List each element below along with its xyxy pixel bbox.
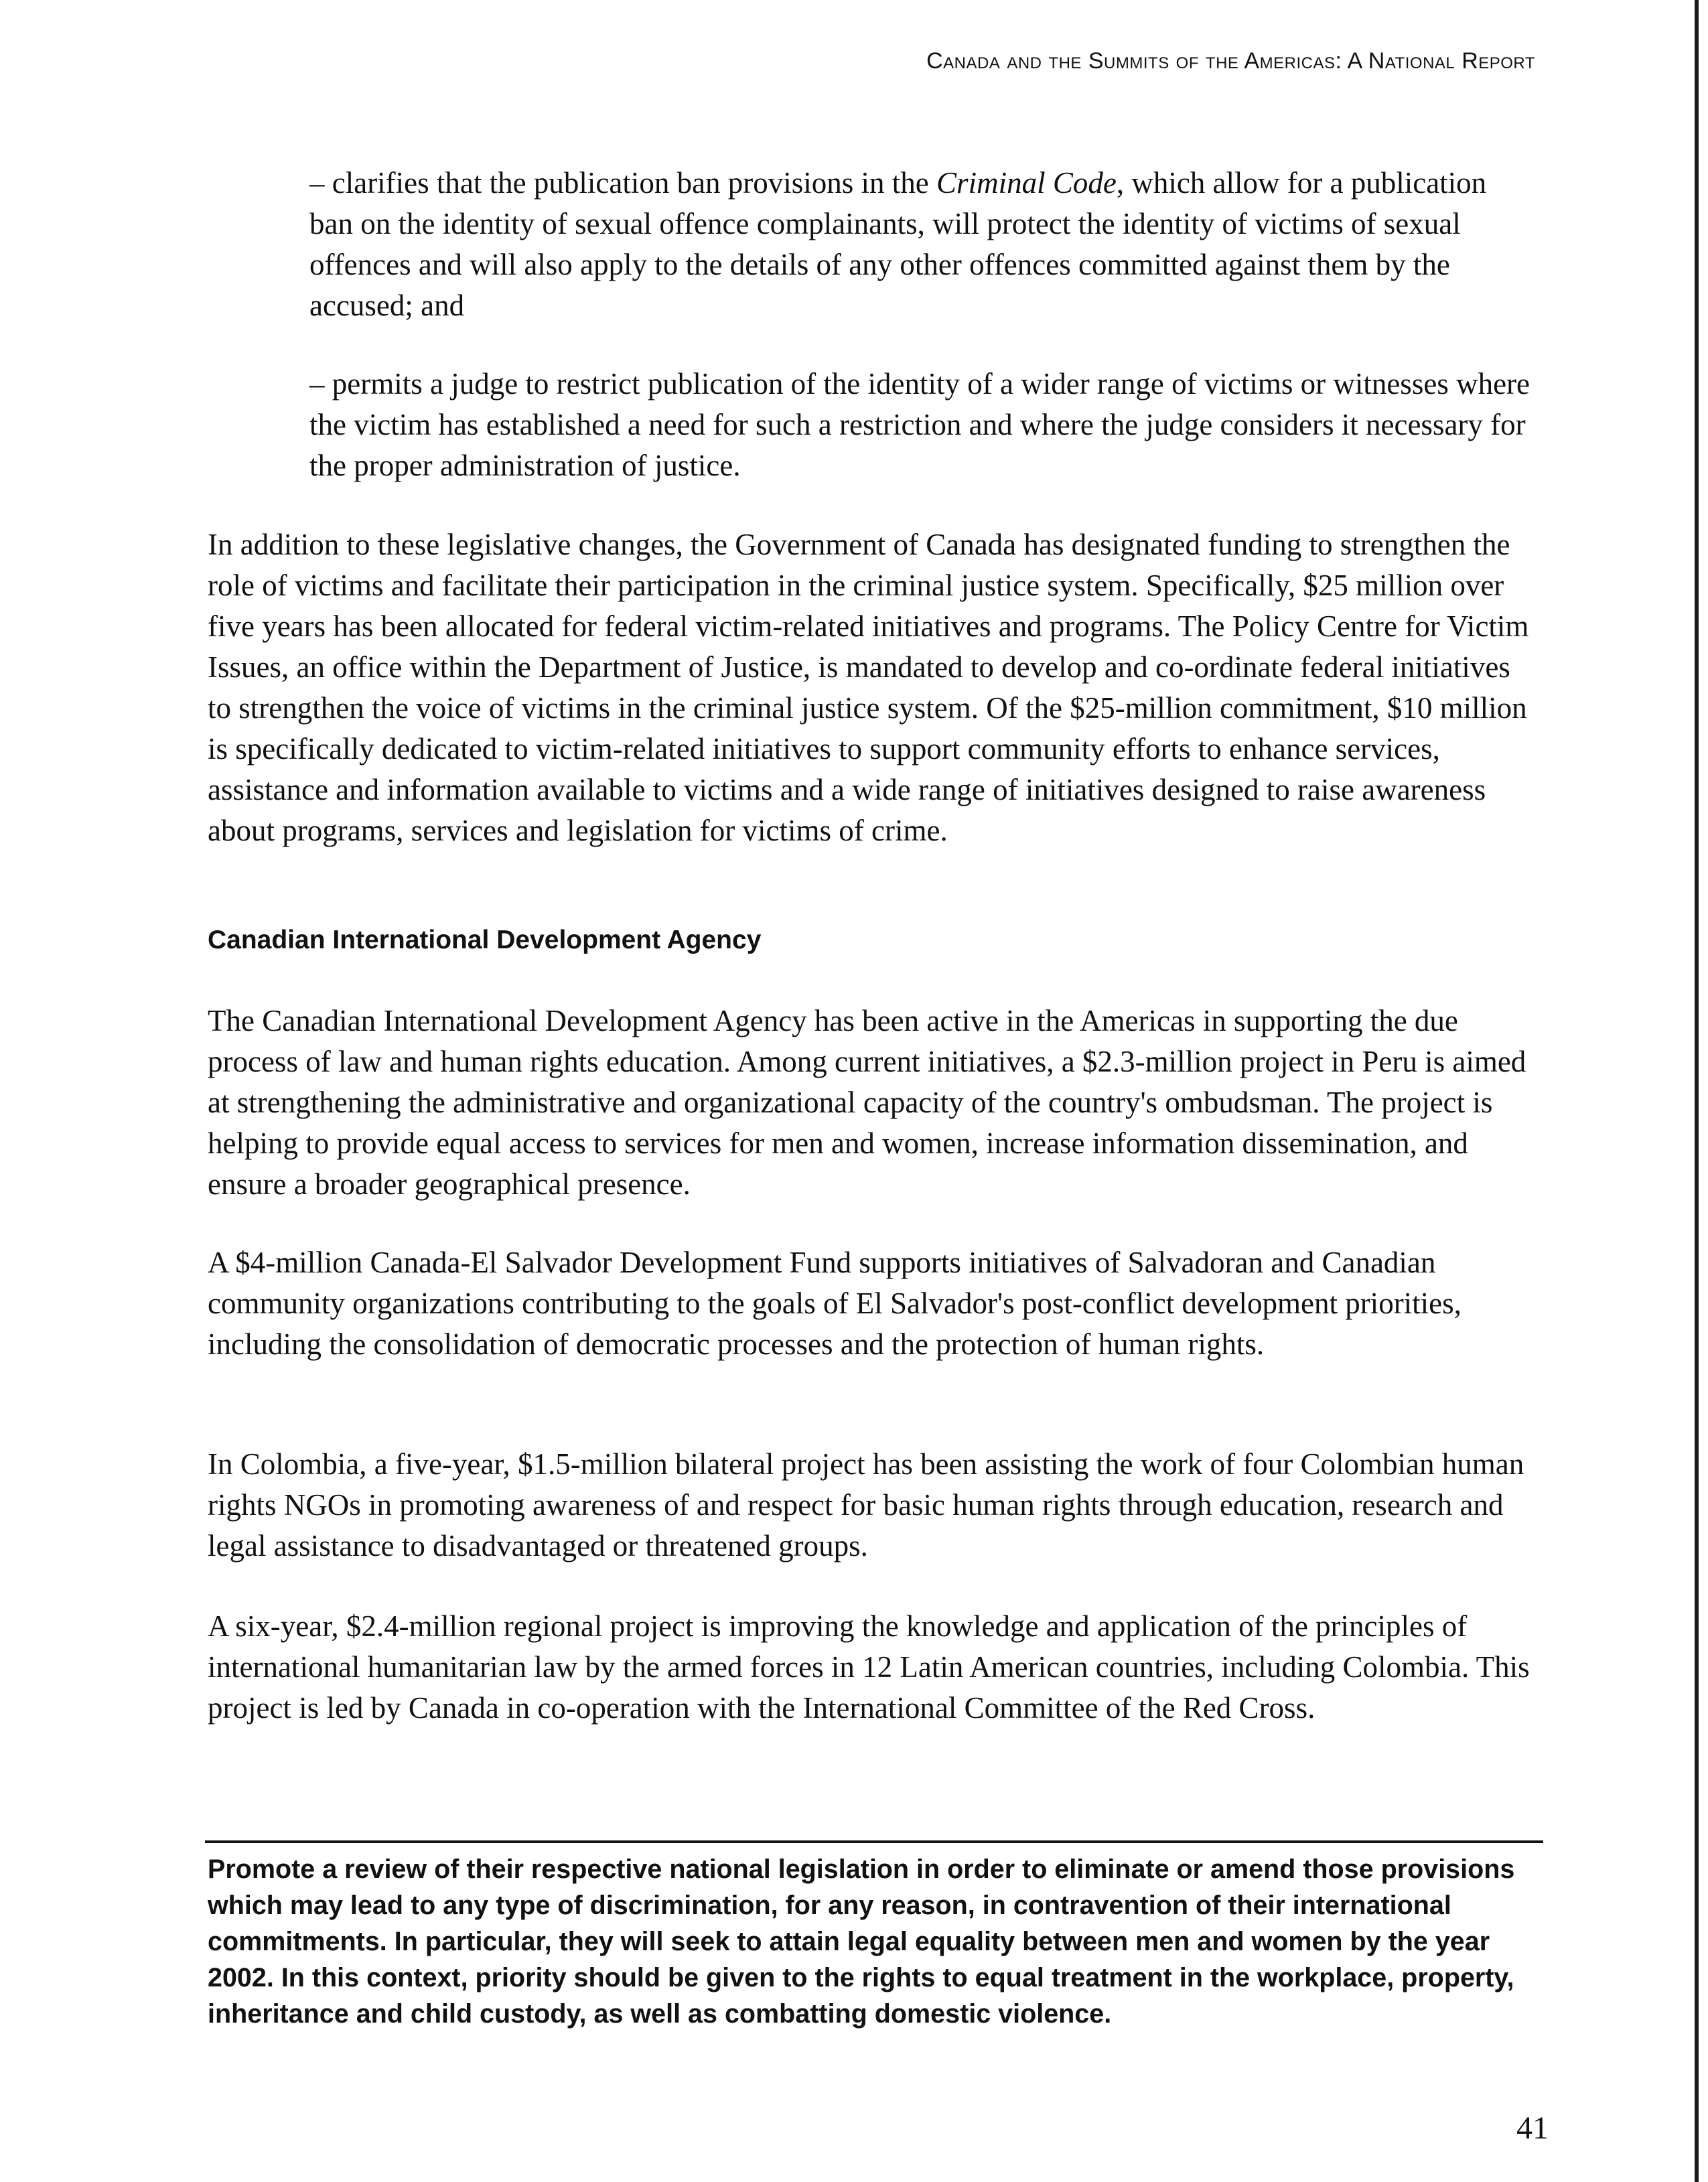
running-header: Canada and the Summits of the Americas: A National Report xyxy=(926,48,1535,74)
summit-commitment-callout: Promote a review of their respective national legislation in order to eliminate or amend those provisions which may lead to any type of discrimination, for any reason, in contravention of their international commitments. In particular, they will seek to attain legal equality between men and women by the year 2002. In this context, priority should be given to the rights to equal treatment in the workplace, property, inheritance and child custody, as well as combatting domestic violence. xyxy=(208,1854,1515,2029)
paragraph-colombia: In Colombia, a five-year, $1.5-million bilateral project has been assisting the work of four Colombian human rights NGOs in promoting awareness of and respect for basic human rights through education, research and legal assistance to disadvantaged or threatened groups. xyxy=(208,1447,1524,1562)
bullet-emphasis: Criminal Code xyxy=(936,166,1117,200)
bullet-dash: – xyxy=(309,367,325,401)
paragraph-cida-peru: The Canadian International Development Agency has been active in the Americas in supporting the due process of law and human rights education. Among current initiatives, a $2.3-million project in Peru is aimed at strengthening the administrative and organizational capacity of the country's ombudsman. The project is helping to provide equal access to services for men and women, increase information dissemination, and ensure a broader geographical presence. xyxy=(208,1004,1526,1201)
callout-divider xyxy=(205,1840,1543,1843)
paragraph-regional-project: A six-year, $2.4-million regional project is improving the knowledge and application of the principles of international humanitarian law by the armed forces in 12 Latin American countries, including Colombia. This project is led by Canada in co-operation with the International Committee of the Red Cross. xyxy=(208,1609,1530,1725)
bullet-text-end: , which allow for a publication ban on the identity of sexual offence complainants, will protect the identity of victims of sexual offences and will also apply to the details of any other offences committed against them by the accused; and xyxy=(309,166,1487,322)
section-heading-cida: Canadian International Development Agency xyxy=(208,926,762,954)
bullet-text: permits a judge to restrict publication of the identity of a wider range of victims or witnesses where the victim has established a need for such a restriction and where the judge considers it necessary for the proper administration of justice. xyxy=(309,367,1530,482)
bullet-text-start: clarifies that the publication ban provisions in the xyxy=(332,166,937,200)
paragraph-victim-funding: In addition to these legislative changes, the Government of Canada has designated funding to strengthen the role of victims and facilitate their participation in the criminal justice system. Specifically, $25 million over five years has been allocated for federal victim-related initiatives and programs. The Policy Centre for Victim Issues, an office within the Department of Justice, is mandated to develop and co-ordinate federal initiatives to strengthen the voice of victims in the criminal justice system. Of the $25-million commitment, $10 million is specifically dedicated to victim-related initiatives to support community efforts to enhance services, assistance and information available to victims and a wide range of initiatives designed to raise awareness about programs, services and legislation for victims of crime. xyxy=(208,528,1529,847)
bullet-item-judge-restriction xyxy=(309,364,1535,486)
page-number: 41 xyxy=(1516,2110,1549,2146)
page-edge-rule xyxy=(1695,0,1699,2182)
paragraph-el-salvador: A $4-million Canada-El Salvador Development Fund supports initiatives of Salvadoran and Canadian community organizations contributing to the goals of El Salvador's post-conflict development priorities, including the consolidation of democratic processes and the protection of human rights. xyxy=(208,1246,1462,1361)
bullet-item-publication-ban xyxy=(309,163,1535,326)
bullet-dash: – xyxy=(309,166,325,200)
